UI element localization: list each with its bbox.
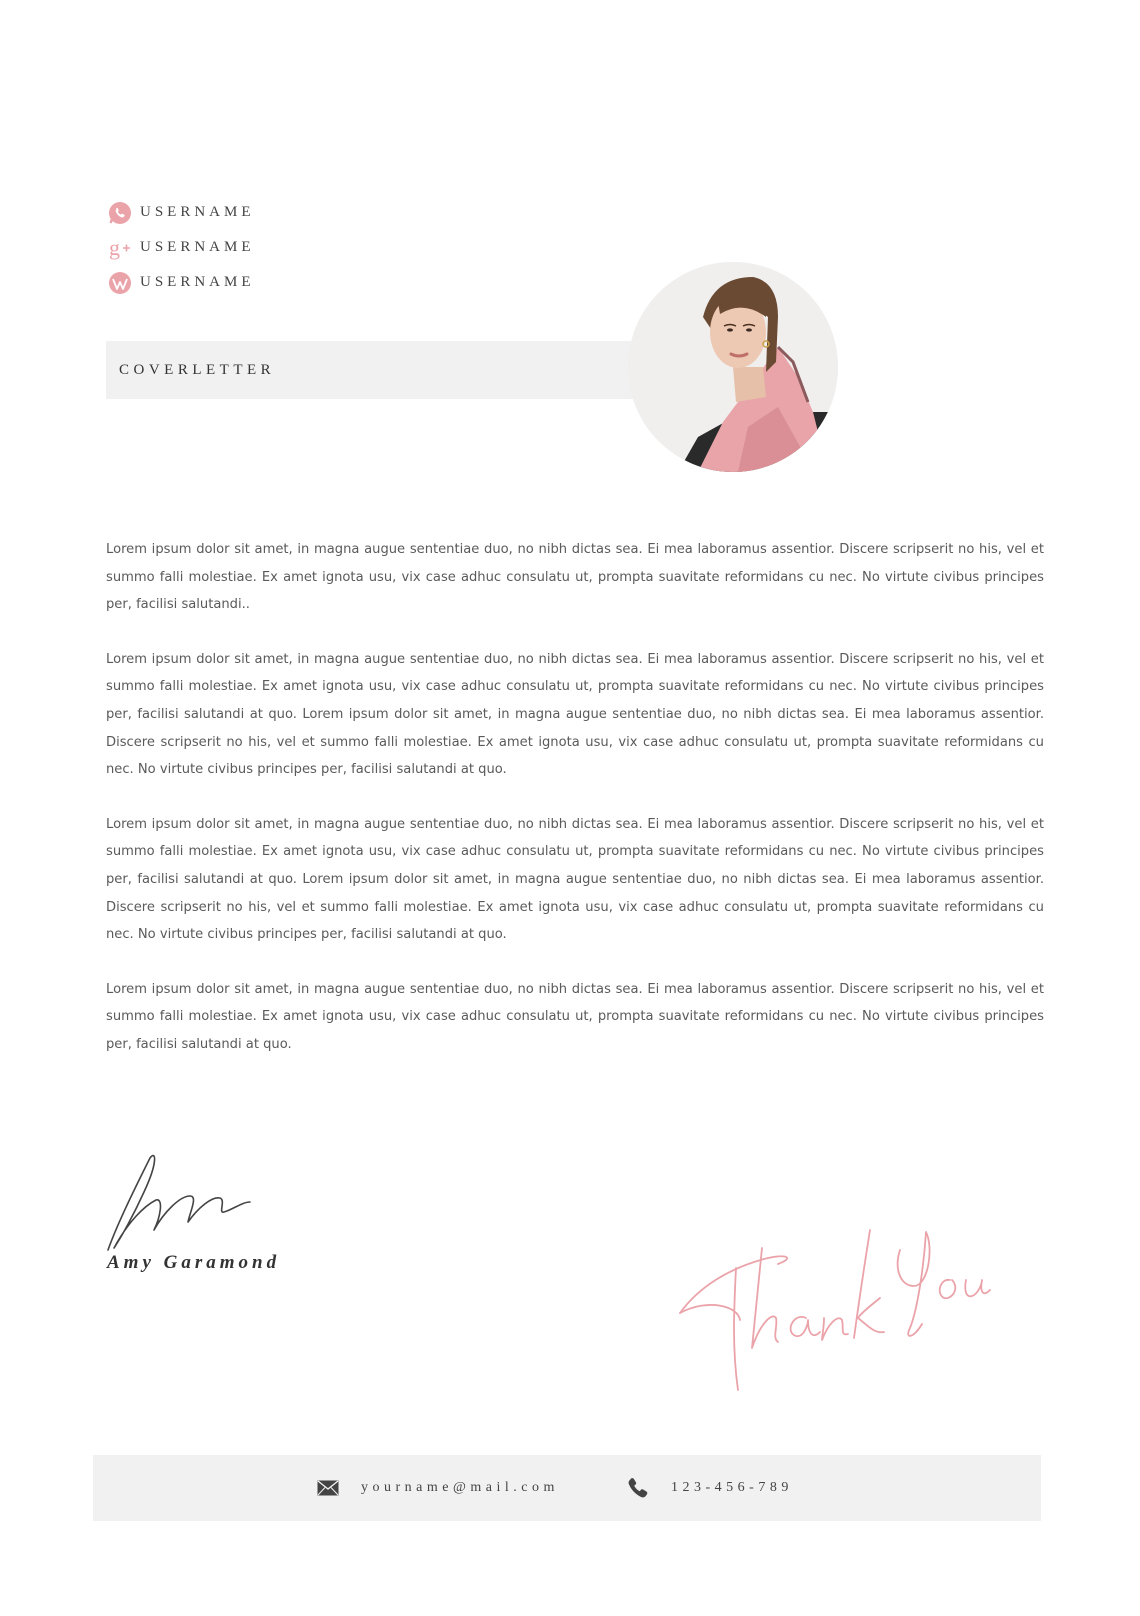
footer-email[interactable] xyxy=(317,1455,559,1521)
google-plus-icon xyxy=(108,236,132,260)
wordpress-icon xyxy=(108,271,132,295)
profile-photo xyxy=(628,262,838,472)
contact-footer xyxy=(93,1455,1041,1521)
social-username: USERNAME xyxy=(140,274,255,290)
thank-you-script xyxy=(678,1228,998,1403)
svg-text:g: g xyxy=(109,235,120,260)
whatsapp-icon xyxy=(108,201,132,225)
page-title: COVERLETTER xyxy=(119,362,276,378)
signature-mark xyxy=(104,1152,264,1257)
envelope-icon xyxy=(317,1480,339,1496)
paragraph: Lorem ipsum dolor sit amet, in magna augue sententiae duo, no nibh dictas sea. Ei mea laboramus assentior. Discere scripserit no his, vel et summo falli molestiae. Ex amet ignota usu, vix case adhuc consulatu ut, prompta suavitate reformidans cu nec. No virtute civibus principes per, facilisi salutandi.. xyxy=(106,542,1044,613)
social-username: USERNAME xyxy=(140,204,255,220)
social-item-google-plus xyxy=(108,230,255,265)
footer-phone[interactable] xyxy=(627,1455,793,1521)
phone-icon xyxy=(627,1477,649,1499)
letter-body xyxy=(106,536,1044,1086)
title-bar xyxy=(106,341,646,399)
signature-name: Amy Garamond xyxy=(107,1252,281,1273)
email-text: yourname@mail.com xyxy=(361,1480,559,1495)
social-username: USERNAME xyxy=(140,239,255,255)
social-list xyxy=(108,195,255,300)
phone-text: 123-456-789 xyxy=(671,1480,793,1495)
paragraph: Lorem ipsum dolor sit amet, in magna augue sententiae duo, no nibh dictas sea. Ei mea laboramus assentior. Discere scripserit no his, vel et summo falli molestiae. Ex amet ignota usu, vix case adhuc consulatu ut, prompta suavitate reformidans cu nec. No virtute civibus principes per, facilisi salutandi at quo. xyxy=(106,981,1044,1052)
social-item-whatsapp xyxy=(108,195,255,230)
paragraph: Lorem ipsum dolor sit amet, in magna augue sententiae duo, no nibh dictas sea. Ei mea laboramus assentior. Discere scripserit no his, vel et summo falli molestiae. Ex amet ignota usu, vix case adhuc consulatu ut, prompta suavitate reformidans cu nec. No virtute civibus principes per, facilisi salutandi at quo. Lorem ipsum dolor sit amet, in magna augue sententiae duo, no nibh dictas sea. Ei mea laboramus assentior. Discere scripserit no his, vel et summo falli molestiae. Ex amet ignota usu, vix case adhuc consulatu ut, prompta suavitate reformidans cu nec. No virtute civibus principes per, facilisi salutandi at quo. xyxy=(106,816,1044,943)
paragraph: Lorem ipsum dolor sit amet, in magna augue sententiae duo, no nibh dictas sea. Ei mea laboramus assentior. Discere scripserit no his, vel et summo falli molestiae. Ex amet ignota usu, vix case adhuc consulatu ut, prompta suavitate reformidans cu nec. No virtute civibus principes per, facilisi salutandi at quo. Lorem ipsum dolor sit amet, in magna augue sententiae duo, no nibh dictas sea. Ei mea laboramus assentior. Discere scripserit no his, vel et summo falli molestiae. Ex amet ignota usu, vix case adhuc consulatu ut, prompta suavitate reformidans cu nec. No virtute civibus principes per, facilisi salutandi at quo. xyxy=(106,651,1044,778)
social-item-wordpress xyxy=(108,265,255,300)
